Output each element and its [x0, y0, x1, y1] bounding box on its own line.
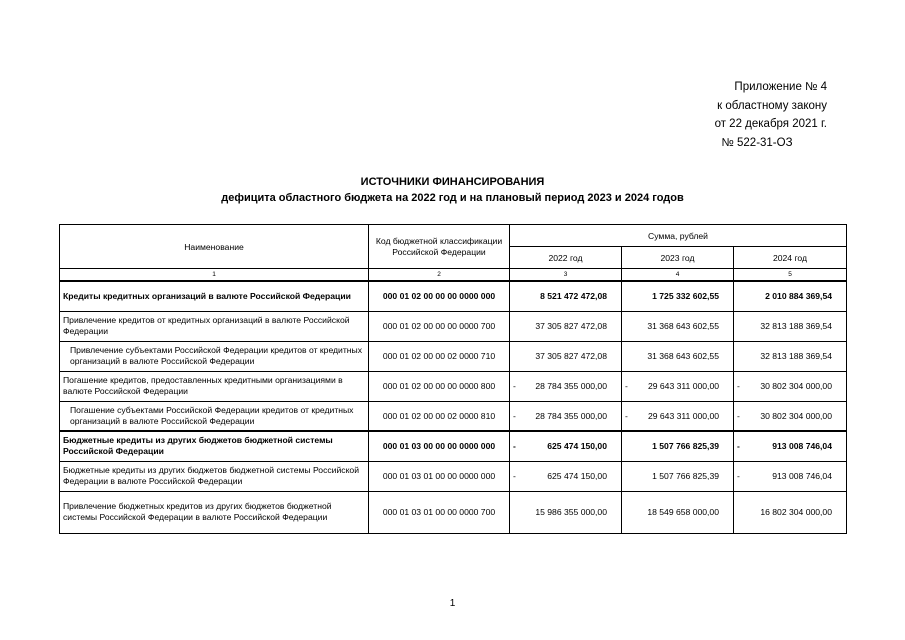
- amount-value: 37 305 827 472,08: [535, 351, 607, 361]
- row-code: 000 01 02 00 00 02 0000 810: [369, 401, 510, 431]
- appendix-date: от 22 декабря 2021 г.: [714, 118, 827, 130]
- amount-2022: [510, 281, 622, 311]
- amount-value: 2 010 884 369,54: [765, 291, 832, 302]
- amount-value: 913 008 746,04: [772, 471, 832, 481]
- amount-2024: [734, 281, 847, 311]
- table-row: [60, 431, 847, 461]
- amount-2022: [510, 461, 622, 491]
- row-name: Погашение кредитов, предоставленных кредитными организациями в валюте Российской Федерации: [60, 371, 369, 401]
- amount-2023: [622, 371, 734, 401]
- appendix-title: Приложение № 4: [734, 81, 827, 93]
- amount-2024: [734, 311, 847, 341]
- amount-value: 32 813 188 369,54: [760, 321, 832, 331]
- amount-2024: [734, 371, 847, 401]
- header-2024: 2024 год: [734, 247, 847, 269]
- amount-2023: [622, 401, 734, 431]
- amount-value: 30 802 304 000,00: [760, 381, 832, 391]
- amount-2022: [510, 371, 622, 401]
- minus-sign: -: [737, 441, 740, 452]
- header-sum: Сумма, рублей: [510, 225, 847, 247]
- amount-value: 625 474 150,00: [547, 471, 607, 481]
- amount-value: 625 474 150,00: [547, 441, 607, 452]
- amount-value: 16 802 304 000,00: [760, 507, 832, 517]
- amount-2022: [510, 401, 622, 431]
- amount-2024: [734, 461, 847, 491]
- amount-value: 15 986 355 000,00: [535, 507, 607, 517]
- row-code: 000 01 02 00 00 00 0000 700: [369, 311, 510, 341]
- row-code: 000 01 03 01 00 00 0000 000: [369, 461, 510, 491]
- amount-2022: [510, 491, 622, 533]
- amount-value: 29 643 311 000,00: [647, 381, 719, 391]
- table-row: [60, 281, 847, 311]
- row-code: 000 01 02 00 00 00 0000 800: [369, 371, 510, 401]
- row-name: Кредиты кредитных организаций в валюте Российской Федерации: [60, 281, 369, 311]
- amount-2023: [622, 431, 734, 461]
- minus-sign: -: [513, 410, 516, 421]
- column-number: 1: [60, 269, 369, 282]
- amount-value: 1 725 332 602,55: [652, 291, 719, 302]
- appendix-law: к областному закону: [717, 99, 827, 112]
- amount-2024: [734, 401, 847, 431]
- amount-2022: [510, 311, 622, 341]
- amount-2024: [734, 431, 847, 461]
- column-number: 5: [734, 269, 847, 282]
- amount-value: 37 305 827 472,08: [535, 321, 607, 331]
- amount-value: 1 507 766 825,39: [652, 441, 719, 452]
- amount-2023: [622, 311, 734, 341]
- row-code: 000 01 03 00 00 00 0000 000: [369, 431, 510, 461]
- row-code: 000 01 03 01 00 00 0000 700: [369, 491, 510, 533]
- table-row: [60, 401, 847, 431]
- table-row: [60, 341, 847, 371]
- column-numbers-row: [60, 269, 847, 282]
- amount-value: 28 784 355 000,00: [535, 381, 607, 391]
- table-row: [60, 491, 847, 533]
- column-number: 4: [622, 269, 734, 282]
- table-row: [60, 311, 847, 341]
- header-2022: 2022 год: [510, 247, 622, 269]
- table-row: [60, 371, 847, 401]
- minus-sign: -: [737, 410, 740, 421]
- document-title: ИСТОЧНИКИ ФИНАНСИРОВАНИЯ: [360, 176, 545, 188]
- minus-sign: -: [737, 381, 740, 391]
- minus-sign: -: [625, 381, 628, 391]
- amount-2022: [510, 431, 622, 461]
- row-name: Привлечение субъектами Российской Федерации кредитов от кредитных организаций в валюте Российской Федерации: [60, 341, 369, 371]
- header-2023: 2023 год: [622, 247, 734, 269]
- minus-sign: -: [513, 381, 516, 391]
- amount-value: 30 802 304 000,00: [760, 410, 832, 421]
- document-subtitle: дефицита областного бюджета на 2022 год и на плановый период 2023 и 2024 годов: [221, 192, 684, 204]
- amount-2023: [622, 461, 734, 491]
- amount-value: 32 813 188 369,54: [760, 351, 832, 361]
- amount-2024: [734, 491, 847, 533]
- amount-value: 8 521 472 472,08: [540, 291, 607, 302]
- row-code: 000 01 02 00 00 00 0000 000: [369, 281, 510, 311]
- table-row: [60, 461, 847, 491]
- minus-sign: -: [513, 471, 516, 481]
- amount-value: 1 507 766 825,39: [652, 471, 719, 481]
- amount-value: 29 643 311 000,00: [647, 410, 719, 421]
- minus-sign: -: [513, 441, 516, 452]
- row-name: Привлечение бюджетных кредитов из других бюджетов бюджетной системы Российской Федерации в валюте Российской Федерации: [60, 491, 369, 533]
- amount-2023: [622, 341, 734, 371]
- financing-sources-table: [59, 224, 847, 534]
- amount-2024: [734, 341, 847, 371]
- header-name: Наименование: [60, 225, 369, 269]
- row-name: Бюджетные кредиты из других бюджетов бюджетной системы Российской Федерации в валюте Российской Федерации: [60, 461, 369, 491]
- minus-sign: -: [737, 471, 740, 481]
- appendix-block: [627, 78, 827, 152]
- column-number: 3: [510, 269, 622, 282]
- row-name: Привлечение кредитов от кредитных организаций в валюте Российской Федерации: [60, 311, 369, 341]
- appendix-number: № 522-31-ОЗ: [721, 136, 793, 149]
- column-number: 2: [369, 269, 510, 282]
- amount-2023: [622, 491, 734, 533]
- amount-value: 28 784 355 000,00: [535, 410, 607, 421]
- page-number: 1: [449, 598, 456, 609]
- amount-value: 31 368 643 602,55: [647, 351, 719, 361]
- amount-value: 31 368 643 602,55: [647, 321, 719, 331]
- amount-value: 913 008 746,04: [772, 441, 832, 452]
- row-name: Бюджетные кредиты из других бюджетов бюджетной системы Российской Федерации: [60, 431, 369, 461]
- amount-value: 18 549 658 000,00: [647, 507, 719, 517]
- header-code: Код бюджетной классификации Российской Федерации: [369, 225, 510, 269]
- amount-2022: [510, 341, 622, 371]
- row-name: Погашение субъектами Российской Федерации кредитов от кредитных организаций в валюте Российской Федерации: [60, 401, 369, 431]
- row-code: 000 01 02 00 00 02 0000 710: [369, 341, 510, 371]
- minus-sign: -: [625, 410, 628, 421]
- amount-2023: [622, 281, 734, 311]
